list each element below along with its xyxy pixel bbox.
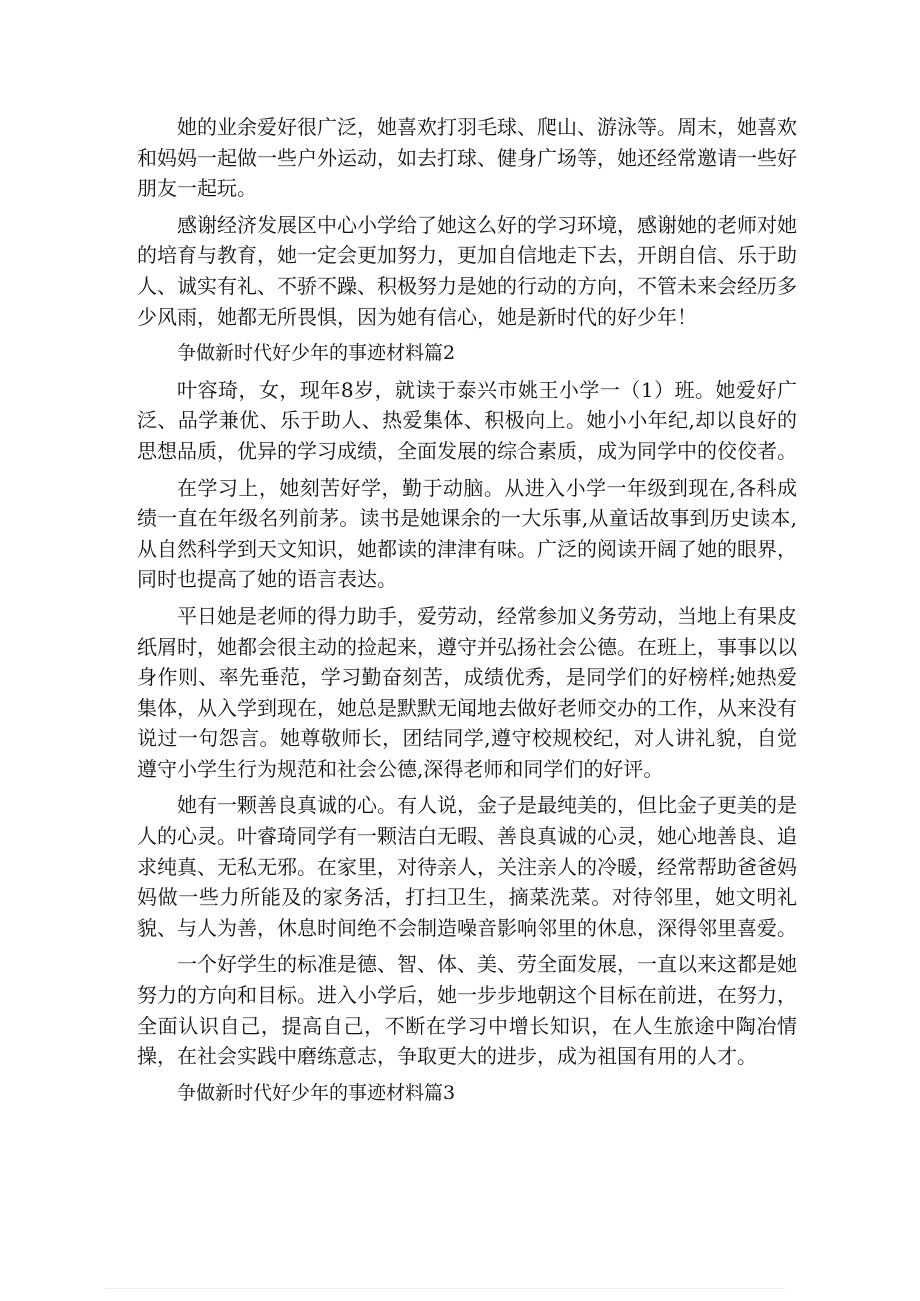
paragraph-gratitude: 感谢经济发展区中心小学给了她这么好的学习环境，感谢她的老师对她的培育与教育，她一定会更加努力，更加自信地走下去，开朗自信、乐于助人、诚实有礼、不骄不躁、积极努力是她的行动的方向，不管未来会经历多少风雨，她都无所畏惧，因为她有信心，她是新时代的好少年！: [137, 212, 797, 329]
paragraph-study: 在学习上，她刻苦好学，勤于动脑。从进入小学一年级到现在,各科成绩一直在年级名列前茅。读书是她课余的一大乐事,从童话故事到历史读本,从自然科学到天文知识，她都读的津津有味。广泛的阅读开阔了她的眼界，同时也提高了她的语言表达。: [137, 475, 797, 592]
paragraph-hobbies: 她的业余爱好很广泛，她喜欢打羽毛球、爬山、游泳等。周末，她喜欢和妈妈一起做一些户外运动，如去打球、健身广场等，她还经常邀请一些好朋友一起玩。: [137, 115, 797, 201]
paragraph-good-student: 一个好学生的标准是德、智、体、美、劳全面发展，一直以来这都是她努力的方向和目标。进入小学后，她一步步地朝这个目标在前进，在努力，全面认识自己，提高自己，不断在学习中增长知识，在人生旅途中陶冶情操，在社会实践中磨练意志，争取更大的进步，成为祖国有用的人才。: [137, 952, 797, 1069]
paragraph-kind-heart: 她有一颗善良真诚的心。有人说，金子是最纯美的，但比金子更美的是人的心灵。叶睿琦同学有一颗洁白无暇、善良真诚的心灵，她心地善良、追求纯真、无私无邪。在家里，对待亲人，关注亲人的冷暖，经常帮助爸爸妈妈做一些力所能及的家务活，打扫卫生，摘菜洗菜。对待邻里，她文明礼貌、与人为善，休息时间绝不会制造噪音影响邻里的休息，深得邻里喜爱。: [137, 793, 797, 940]
page-bottom-divider: [105, 1288, 785, 1289]
paragraph-introduction: 叶容琦，女，现年8岁，就读于泰兴市姚王小学一（1）班。她爱好广泛、品学兼优、乐于助人、热爱集体、积极向上。她小小年纪,却以良好的思想品质，优异的学习成绩，全面发展的综合素质，成为同学中的佼佼者。: [137, 377, 797, 463]
document-body: [137, 112, 797, 1114]
section-heading-3: 争做新时代好少年的事迹材料篇3: [177, 1081, 456, 1104]
paragraph-daily-helper: 平日她是老师的得力助手，爱劳动，经常参加义务劳动，当地上有果皮纸屑时，她都会很主动的捡起来，遵守并弘扬社会公德。在班上，事事以以身作则、率先垂范，学习勤奋刻苦，成绩优秀，是同学们的好榜样;她热爱集体，从入学到现在，她总是默默无闻地去做好老师交办的工作，从来没有说过一句怨言。她尊敬师长，团结同学,遵守校规校纪，对人讲礼貌，自觉遵守小学生行为规范和社会公德,深得老师和同学们的好评。: [137, 603, 797, 781]
section-heading-2: 争做新时代好少年的事迹材料篇2: [177, 342, 456, 365]
